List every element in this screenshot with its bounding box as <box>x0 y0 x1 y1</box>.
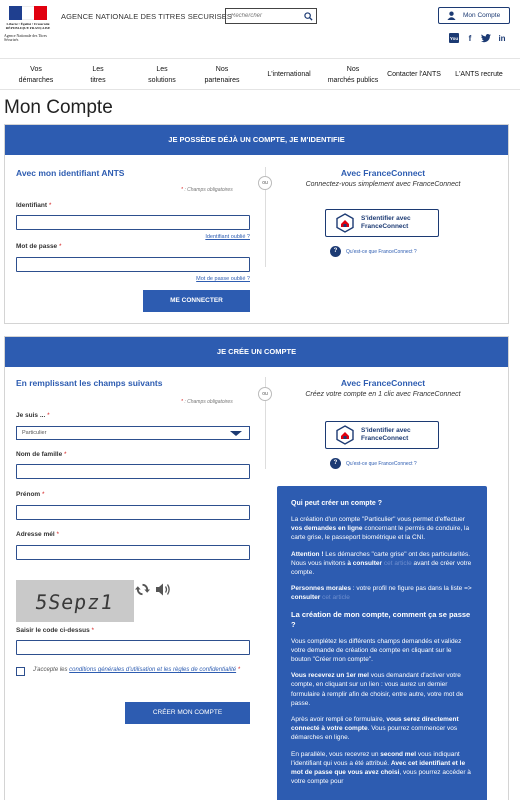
info-paragraph: En parallèle, vous recevrez un second mel vous indiquant l'identifiant qui vous a été attribué. Avec cet identifiant et le mot de passe que vous avez choisi, vous pourrez accéder à votre compte pour <box>291 750 471 786</box>
franceconnect-subtitle: Créez votre compte en 1 clic avec FranceConnect <box>305 391 461 398</box>
search-box[interactable] <box>225 8 317 24</box>
franceconnect-help[interactable]: ? Qu'est-ce que FranceConnect ? <box>330 246 417 257</box>
password-forgot-link[interactable]: Mot de passe oublié ? <box>196 276 250 282</box>
captcha-text: 5Sepz1 <box>33 590 116 614</box>
info-paragraph: Vous complétez les différents champs demandés et validez votre demande de création de compte en cliquant sur le bouton "Créer mon compte". <box>291 637 462 664</box>
logo-agency-text: Agence Nationale des Titres Sécurisés <box>4 33 47 43</box>
article-link[interactable]: cet article <box>382 559 412 567</box>
info-paragraph: Personnes morales : votre profil ne figure pas dans la liste => consulter cet article <box>291 585 472 602</box>
nav-les-solutions[interactable]: Les solutions <box>148 66 176 84</box>
identifier-input[interactable] <box>16 215 250 230</box>
info-paragraph: Après avoir rempli ce formulaire, vous serez directement connecté à votre compte. Vous pourrez commencer vos démarches en ligne. <box>291 716 459 742</box>
create-account-button[interactable]: CRÉER MON COMPTE <box>125 702 250 724</box>
info-box <box>277 486 487 800</box>
nav-les-titres[interactable]: Les titres <box>90 66 106 84</box>
nav-contacter-ants[interactable]: Contacter l'ANTS <box>387 71 441 78</box>
captcha-label: Saisir le code ci-dessus * <box>16 627 95 634</box>
terms-checkbox[interactable] <box>16 667 25 676</box>
franceconnect-logo-icon <box>336 213 354 233</box>
login-submit-button[interactable]: ME CONNECTER <box>143 290 250 312</box>
nav-nos-partenaires[interactable]: Nos partenaires <box>204 66 240 84</box>
twitter-icon[interactable] <box>481 33 491 43</box>
lastname-input[interactable] <box>16 464 250 479</box>
article-link[interactable]: cet article <box>320 594 350 602</box>
franceconnect-logo-icon <box>336 425 354 445</box>
password-label: Mot de passe * <box>16 243 62 250</box>
captcha-input[interactable] <box>16 640 250 655</box>
site-header <box>0 0 520 58</box>
audio-icon[interactable] <box>155 582 172 597</box>
lastname-label: Nom de famille * <box>16 451 67 458</box>
youtube-icon[interactable]: You <box>449 33 459 43</box>
ants-logo[interactable] <box>4 6 52 52</box>
question-icon: ? <box>330 458 341 469</box>
firstname-input[interactable] <box>16 505 250 520</box>
type-label: Je suis ... * <box>16 412 50 419</box>
signup-section <box>4 336 509 800</box>
nav-international[interactable]: L'international <box>267 71 311 78</box>
login-section-header: JE POSSÈDE DÉJÀ UN COMPTE, JE M'IDENTIFIE <box>5 125 508 155</box>
terms-text: J'accepte les conditions générales d'utilisation et les règles de confidentialité * <box>33 667 241 673</box>
info-paragraph: La création d'un compte "Particulier" vous permet d'effectuer vos demandes en ligne concernant le permis de conduire, la carte grise, le passeport biométrique et la CNI. <box>291 516 470 542</box>
info-title-2: La création de mon compte, comment ça se passe ? <box>291 609 471 629</box>
nav-vos-demarches[interactable]: Vos démarches <box>18 66 54 84</box>
nav-marches-publics[interactable]: Nos marchés publics <box>327 66 379 84</box>
password-input[interactable] <box>16 257 250 272</box>
search-icon[interactable] <box>304 12 313 21</box>
info-paragraph: Vous recevrez un 1er mel vous demandant d'activer votre compte, en cliquant sur un lien : vous aurez un dernier formulaire à remplir afin de choisir, entre autre, votre mot de passe. <box>291 672 464 707</box>
required-note: * : Champs obligatoires <box>181 187 233 193</box>
info-title: Qui peut créer un compte ? <box>291 500 383 507</box>
identifier-label: Identifiant * <box>16 202 52 209</box>
terms-link[interactable]: conditions générales d'utilisation et les règles de confidentialité <box>69 667 237 673</box>
login-section <box>4 124 509 324</box>
agency-title: AGENCE NATIONALE DES TITRES SECURISES <box>61 12 232 21</box>
main-navigation <box>0 58 520 90</box>
or-badge: ou <box>258 387 272 401</box>
firstname-label: Prénom * <box>16 491 45 498</box>
social-links <box>449 33 507 43</box>
identifier-forgot-link[interactable]: Identifiant oublié ? <box>205 234 250 240</box>
french-flag-icon <box>9 6 47 20</box>
franceconnect-title: Avec FranceConnect <box>340 378 426 388</box>
franceconnect-button[interactable]: S'identifier avec FranceConnect <box>325 209 439 237</box>
mon-compte-label: Mon Compte <box>463 12 501 19</box>
login-title: Avec mon identifiant ANTS <box>16 168 125 178</box>
or-badge: ou <box>258 176 272 190</box>
signup-section-header: JE CRÉE UN COMPTE <box>5 337 508 367</box>
user-icon <box>447 11 456 20</box>
franceconnect-button[interactable]: S'identifier avec FranceConnect <box>325 421 439 449</box>
franceconnect-help[interactable]: ? Qu'est-ce que FranceConnect ? <box>330 458 417 469</box>
email-input[interactable] <box>16 545 250 560</box>
nav-ants-recrute[interactable]: L'ANTS recrute <box>455 71 503 78</box>
page-title: Mon Compte <box>4 97 113 118</box>
search-input[interactable] <box>231 13 303 19</box>
question-icon: ? <box>330 246 341 257</box>
required-note: * : Champs obligatoires <box>181 399 233 405</box>
email-label: Adresse mél * <box>16 531 60 538</box>
linkedin-icon[interactable]: in <box>498 33 506 43</box>
franceconnect-title: Avec FranceConnect <box>340 168 426 178</box>
info-paragraph: Attention ! Les démarches "carte grise" ont des particularités. Nous vous invitons à consulter cet article avant de créer votre compte. <box>291 550 472 577</box>
logo-republique-text: Liberté • Égalité • Fraternité RÉPUBLIQUE FRANÇAISE <box>5 22 51 30</box>
chevron-down-icon <box>229 430 243 437</box>
refresh-icon[interactable] <box>135 582 150 597</box>
type-select[interactable]: Particulier <box>16 426 250 440</box>
facebook-icon[interactable]: f <box>468 33 472 43</box>
signup-title: En remplissant les champs suivants <box>16 378 163 388</box>
captcha-image <box>16 580 134 622</box>
franceconnect-subtitle: Connectez-vous simplement avec FranceConnect <box>305 181 461 188</box>
mon-compte-button[interactable] <box>438 7 510 24</box>
